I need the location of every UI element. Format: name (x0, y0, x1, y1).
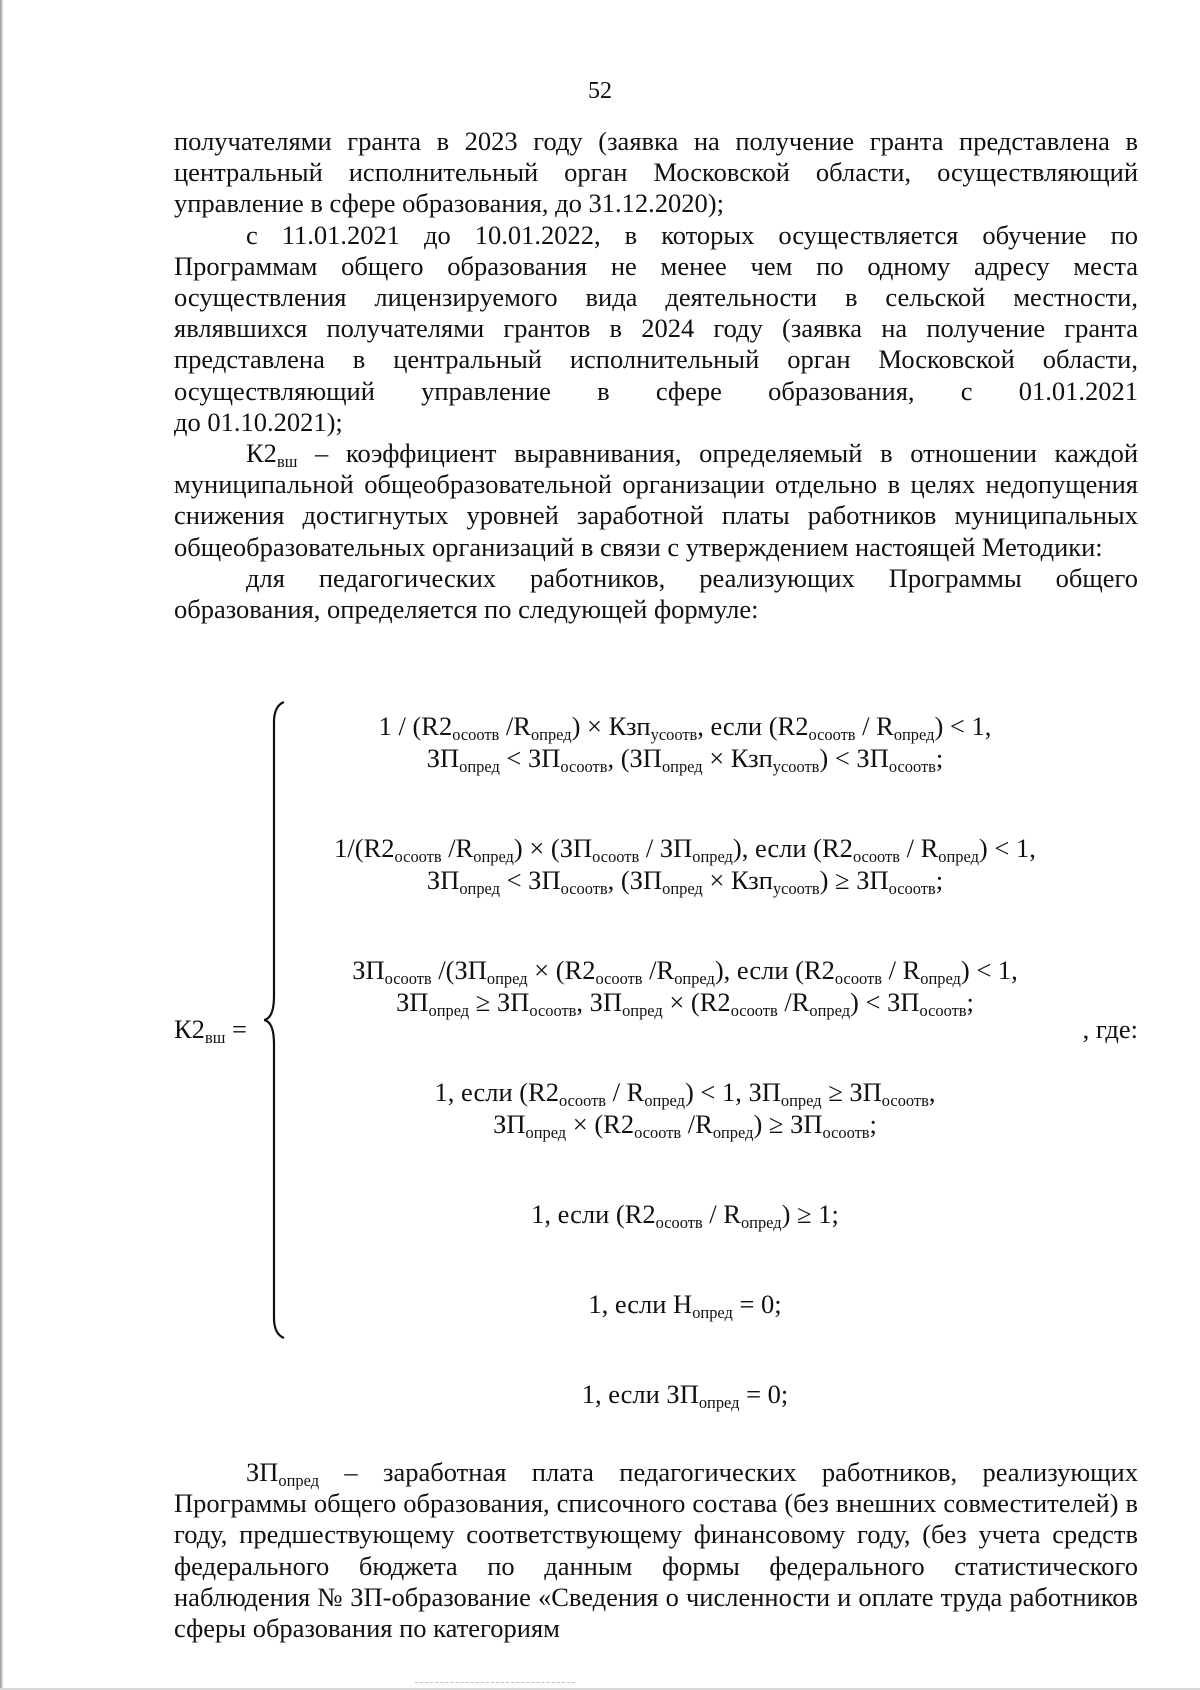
paragraph-grant-2024-end: до 01.10.2021); (174, 406, 343, 437)
formula-cases (290, 710, 1080, 1410)
text-block-top (174, 126, 1138, 625)
formula-subscript: опред (938, 846, 979, 866)
formula-text: , ЗП (576, 987, 623, 1017)
formula-subscript: опред (698, 1392, 740, 1412)
formula-text: ≥ ЗП (469, 987, 530, 1017)
formula-subscript: осоотв (655, 1212, 703, 1232)
formula-subscript: опред (809, 1000, 851, 1020)
formula-text: ; (935, 743, 944, 773)
formula-text: < ЗП (499, 743, 561, 773)
formula-case-gap (290, 1320, 1080, 1378)
formula-text: / R (855, 711, 894, 741)
formula-subscript: осоотв (881, 1090, 929, 1110)
formula-text: 1, если (R2 (434, 1077, 559, 1107)
formula-case-2-line-2 (290, 864, 1080, 896)
formula-subscript: опред (662, 878, 703, 898)
formula-text: ) × (ЗП (513, 833, 593, 863)
zp-symbol: ЗП (246, 1457, 279, 1487)
formula-subscript: осоотв (452, 724, 500, 744)
formula-text: ЗП (396, 987, 429, 1017)
formula-case-3-line-1 (290, 954, 1080, 986)
formula-text: ЗП (352, 955, 385, 985)
formula-text: / R (881, 955, 921, 985)
formula-text: < ЗП (499, 865, 561, 895)
formula-case-gap (290, 774, 1080, 832)
formula-subscript: опред (712, 1122, 754, 1142)
formula-text: ≥ ЗП (821, 1077, 882, 1107)
formula-subscript: осоотв (888, 756, 936, 776)
formula-equals: = (225, 1014, 247, 1044)
page-number: 52 (588, 78, 612, 104)
formula-text: ), если (R2 (732, 833, 853, 863)
formula-subscript: опред (486, 968, 528, 988)
formula-case-2-line-1 (290, 832, 1080, 864)
paragraph-k2-definition (174, 438, 1138, 563)
formula-text: , (ЗП (607, 743, 662, 773)
formula-text: × Кзп (702, 743, 773, 773)
formula-where: , где: (1082, 1014, 1138, 1044)
formula-subscript: опред (893, 724, 935, 744)
formula-subscript: осоотв (808, 724, 856, 744)
scan-left-edge (0, 0, 3, 1690)
formula-text: / R (899, 833, 939, 863)
formula-text: ) < 1, (934, 711, 992, 741)
formula-text: ) ≥ ЗП (753, 1109, 823, 1139)
formula-subscript: осоотв (592, 846, 640, 866)
formula-subscript: опред (740, 1212, 782, 1232)
formula-case-7-line-1 (290, 1378, 1080, 1410)
formula-text: ) × Кзп (571, 711, 651, 741)
formula-text: ЗП (426, 865, 460, 895)
formula-subscript: осоотв (595, 968, 643, 988)
k2-definition-text: – коэффициент выравнивания, определяемый в отношении каждой муниципальной общеобразовательной организации отдельно в целях недопущения снижения достигнутых уровней заработной платы работников муниципальных общеобразовательных организаций в связи с утверждением настоящей Методики: (174, 438, 1138, 562)
formula-text: ) < ЗП (850, 987, 920, 1017)
scan-artifact-line (415, 1682, 575, 1683)
formula-text: 1 / (R2 (378, 711, 453, 741)
formula-subscript: осоотв (888, 878, 936, 898)
formula-text: ) < ЗП (819, 743, 889, 773)
formula-text: ) ≥ 1; (781, 1199, 839, 1229)
formula-subscript: осоотв (384, 968, 432, 988)
formula-text: 1/(R2 (334, 833, 395, 863)
formula-subscript: опред (920, 968, 961, 988)
formula-text: 1, если Н (588, 1289, 693, 1319)
formula-text: ; (966, 987, 974, 1017)
formula-case-gap (290, 1018, 1080, 1076)
formula-subscript: осоотв (919, 1000, 967, 1020)
formula-subscript: осоотв (560, 756, 608, 776)
formula-text: ; (935, 865, 944, 895)
formula-text: = 0; (732, 1289, 782, 1319)
formula-subscript: осоотв (559, 1090, 607, 1110)
formula-subscript: опред (692, 1302, 733, 1322)
formula-subscript: осоотв (834, 968, 882, 988)
formula-text: , если (R2 (697, 711, 809, 741)
formula-subscript: опред (622, 1000, 663, 1020)
formula-subscript: усоотв (772, 756, 820, 776)
formula-subscript: опред (459, 756, 500, 776)
formula-subscript: усоотв (650, 724, 698, 744)
formula-text: /R (499, 711, 531, 741)
formula-lhs (174, 1014, 247, 1045)
formula-subscript: опред (525, 1122, 567, 1142)
formula-text: ; (869, 1109, 877, 1139)
k2-subscript: вш (276, 451, 298, 471)
paragraph-formula-intro: для педагогических работников, реализующих Программы общего образования, определяется по следующей формуле: (174, 562, 1138, 625)
k2-symbol: К2 (246, 438, 277, 469)
formula-text: 1, если (R2 (531, 1199, 656, 1229)
formula-text: × Кзп (702, 865, 773, 895)
formula-text: ), если (R2 (714, 955, 835, 985)
formula-text: , (928, 1077, 936, 1107)
formula-lhs-subscript: вш (204, 1027, 226, 1047)
formula-subscript: опред (661, 756, 703, 776)
formula-lhs-symbol: К2 (174, 1014, 205, 1044)
formula-text: × (R2 (566, 1109, 635, 1139)
formula-subscript: осоотв (634, 1122, 682, 1142)
formula-text: , (ЗП (607, 865, 663, 895)
formula-text: /R (681, 1109, 713, 1139)
formula-text: 1, если ЗП (581, 1379, 699, 1409)
formula-case-gap (290, 1140, 1080, 1198)
zp-subscript: опред (278, 1470, 320, 1490)
formula-text: ЗП (426, 743, 460, 773)
formula-text: × (R2 (527, 955, 596, 985)
formula-subscript: опред (459, 878, 500, 898)
formula-subscript: осоотв (730, 1000, 778, 1020)
formula-text: /R (642, 955, 675, 985)
formula-subscript: опред (428, 1000, 470, 1020)
formula-case-gap (290, 1230, 1080, 1288)
paragraph-grant-2023: получателями гранта в 2023 году (заявка на получение гранта представлена в центральный исполнительный орган Московской области, осуществляющий управление в сфере образования, до 31.12.2020); (174, 126, 1138, 219)
formula-subscript: опред (674, 968, 715, 988)
zp-definition-text: – заработная плата педагогических работников, реализующих Программы общего образования, списочного состава (без внешних совместителей) в году, предшествующему соответствующему финансовому году, (без учета средств федерального бюджета по данным формы федерального статистического наблюдения № ЗП-образование «Сведения о численности и оплате труда работников сферы образования по категориям (174, 1457, 1138, 1644)
formula-case-5-line-1 (290, 1198, 1080, 1230)
formula-case-1-line-2 (290, 742, 1080, 774)
formula-subscript: опред (644, 1090, 685, 1110)
formula-text: / ЗП (639, 833, 693, 863)
formula-text: / R (606, 1077, 645, 1107)
formula-text: = 0; (739, 1379, 789, 1409)
formula-text: ЗП (493, 1109, 526, 1139)
paragraph-grant-2024: с 11.01.2021 до 10.01.2022, в которых осуществляется обучение по Программам общего образования не менее чем по одному адресу места осуществления лицензируемого вида деятельности в сельской местности, являвшихся получателями грантов в 2024 году (заявка на получение гранта представлена в центральный исполнительный орган Московской области, осуществляющий управление в сфере образования, с 01.01.2021 (174, 219, 1138, 406)
formula-subscript: опред (530, 724, 572, 744)
formula-subscript: опред (473, 846, 514, 866)
formula-text: ) < 1, (978, 833, 1036, 863)
paragraph-zp-definition (174, 1457, 1138, 1644)
formula-text: /(ЗП (431, 955, 487, 985)
formula-text: × (R2 (662, 987, 731, 1017)
formula-subscript: осоотв (822, 1122, 870, 1142)
formula-subscript: усоотв (772, 878, 820, 898)
formula-case-1-line-1 (290, 710, 1080, 742)
formula-case-3-line-2 (290, 986, 1080, 1018)
text-block-bottom (174, 1457, 1138, 1644)
formula-subscript: осоотв (529, 1000, 577, 1020)
formula-text: / R (702, 1199, 741, 1229)
formula-text: ) < 1, ЗП (684, 1077, 781, 1107)
formula-case-6-line-1 (290, 1288, 1080, 1320)
formula-subscript: опред (692, 846, 733, 866)
formula-text: /R (441, 833, 474, 863)
formula-text: ) ≥ ЗП (819, 865, 889, 895)
formula-text: ) < 1, (960, 955, 1018, 985)
formula-subscript: опред (780, 1090, 822, 1110)
formula-subscript: осоотв (394, 846, 442, 866)
formula-subscript: осоотв (560, 878, 608, 898)
formula-text: /R (777, 987, 810, 1017)
formula-subscript: осоотв (852, 846, 900, 866)
formula-case-4-line-1 (290, 1076, 1080, 1108)
formula-case-gap (290, 896, 1080, 954)
formula-case-4-line-2 (290, 1108, 1080, 1140)
